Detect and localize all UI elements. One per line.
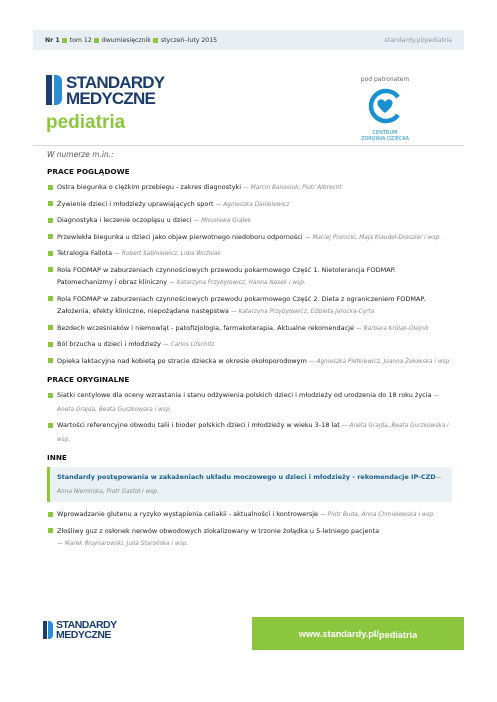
article-authors: — Agnieszka Pietkiewicz, Joanna Żołowska i wsp. xyxy=(308,358,452,365)
patronage-badge xyxy=(355,76,415,142)
article-title: Złośliwy guz z osłonek nerwów obwodowych zlokalizowany w trzonie żołądka u 5-letniego pacjenta xyxy=(57,526,380,535)
issue-date: styczeń–luty 2015 xyxy=(160,36,218,44)
section-title: PRACE ORYGINALNE xyxy=(47,375,130,384)
logo-mark-icon xyxy=(46,75,62,105)
list-item xyxy=(47,231,452,245)
article-title: Ostra biegunka o ciężkim przebiegu - zakres diagnostyki xyxy=(57,183,242,191)
article-authors: — Katarzyna Przybyłowicz, Elżbieta Jarocka-Cyrta xyxy=(230,309,375,315)
list-item xyxy=(47,264,452,290)
article-authors: — Katarzyna Przybyłowicz, Hanna Nosek i wsp. xyxy=(169,280,306,286)
featured-article-title: Standardy postępowania w zakażeniach układu moczowego u dzieci i młodzieży - rekomendacje IP-CZD xyxy=(57,473,436,481)
article-title: Bezdech wcześniaków i niemowląt - patofizjologia, farmakoterapia. Aktualne rekomendacje xyxy=(57,323,354,332)
article-authors: — Maciej Pronicki, Maja Klaudel-Dreszler i wsp. xyxy=(304,234,442,241)
list-item xyxy=(47,419,452,446)
intro-text: W numerze m.in.: xyxy=(47,150,114,159)
article-title: Tetralogia Fallota xyxy=(57,249,113,257)
square-bullet-icon xyxy=(48,218,53,223)
section-title: INNE xyxy=(47,453,67,462)
heart-c-icon xyxy=(367,88,403,124)
patronage-org-line-2: ZDROWIA DZIECKA xyxy=(360,136,410,142)
article-title: Opieka laktacyjna nad kobietą po stracie dziecka w okresie okołoporodowym xyxy=(57,356,307,365)
article-title: Siatki centylowe dla oceny wzrastania i stanu odżywienia polskich dzieci i młodzieży od urodzenia do 18 roku życia xyxy=(57,391,432,399)
featured-article-authors: — Anna Niemirska, Piotr Gastoł i wsp. xyxy=(57,475,442,495)
website-url: www.standardy.pl/ xyxy=(298,628,379,639)
patronage-label: pod patronatem xyxy=(360,76,410,83)
list-item xyxy=(47,389,452,416)
frequency: dwumiesięcznik xyxy=(101,36,151,44)
article-authors: — Carlos Lifschitz xyxy=(163,342,215,348)
article-authors: — Robert Sabiniewicz, Lidia Woźniak xyxy=(114,251,221,257)
list-item xyxy=(47,214,452,228)
list-item xyxy=(47,338,452,352)
square-bullet-icon xyxy=(94,38,99,43)
article-title: Rola FODMAP w zaburzeniach czynnościowych przewodu pokarmowego Część 1. Nietolerancja FODMAP. Patomechanizmy i obraz kliniczny xyxy=(57,265,396,286)
article-authors: — Aneta Grajda, Beata Gurzkowska i wsp. xyxy=(57,423,449,443)
square-bullet-icon xyxy=(48,251,53,256)
square-bullet-icon xyxy=(48,296,53,301)
square-bullet-icon xyxy=(48,528,53,533)
list-item xyxy=(47,322,452,336)
article-authors: — Marcin Banasiuk, Piotr Albrecht xyxy=(243,185,342,191)
square-bullet-icon xyxy=(48,201,53,206)
article-title: Przewlekła biegunka u dzieci jako objaw pierwotnego niedoboru odporności xyxy=(57,232,303,241)
logo-line-1: STANDARDY xyxy=(66,73,165,92)
volume: tom 12 xyxy=(69,36,92,44)
square-bullet-icon xyxy=(48,342,53,347)
article-title: Żywienie dzieci i młodzieży uprawiających sport xyxy=(57,199,214,208)
footer-logo-line-2: MEDYCZNE xyxy=(56,629,111,641)
footer-logo-line-1: STANDARDY xyxy=(56,619,117,631)
issue-number: Nr 1 xyxy=(45,36,60,44)
list-item xyxy=(47,247,452,261)
patronage-org-line-1: CENTRUM xyxy=(372,130,398,136)
article-title: Ból brzucha u dzieci i młodzieży xyxy=(57,340,161,348)
logo-line-2: MEDYCZNE xyxy=(66,89,155,108)
article-authors: — Agnieszka Danielewicz xyxy=(215,201,290,208)
list-item xyxy=(47,293,452,319)
header-url-link[interactable]: standardy.pl/pediatria xyxy=(384,36,452,44)
divider xyxy=(33,145,464,146)
featured-article xyxy=(47,467,452,502)
square-bullet-icon xyxy=(48,325,53,330)
section-title: PRACE POGLĄDOWE xyxy=(47,167,130,176)
issue-bar xyxy=(33,30,464,50)
article-title: Wartości referencyjne obwodu talii i bioder polskich dzieci i młodzieży w wieku 3-18 lat xyxy=(57,421,340,429)
article-title: Wprowadzanie glutenu a ryzyko wystąpienia celiakii - aktualności i kontrowersje xyxy=(57,510,319,518)
journal-title: pediatria xyxy=(46,112,126,133)
square-bullet-icon xyxy=(48,358,53,363)
square-bullet-icon xyxy=(48,185,53,190)
article-title: Rola FODMAP w zaburzeniach czynnościowych przewodu pokarmowego Część 2. Dieta z ograniczeniem FODMAP. Założenia, efekty kliniczne, niepożądane następstwa xyxy=(57,294,426,315)
list-item xyxy=(47,198,452,212)
list-item xyxy=(47,355,452,369)
square-bullet-icon xyxy=(48,267,53,272)
square-bullet-icon xyxy=(153,38,158,43)
list-item xyxy=(47,181,452,195)
standardy-medyczne-logo xyxy=(46,72,186,110)
square-bullet-icon xyxy=(48,393,53,398)
article-authors: — Aneta Grajda, Beata Gurzkowska i wsp. xyxy=(57,393,440,413)
table-of-contents xyxy=(47,150,452,554)
list-item xyxy=(47,508,452,522)
square-bullet-icon xyxy=(48,512,53,517)
article-authors: — Mirosława Grałek xyxy=(193,218,252,224)
website-link[interactable] xyxy=(252,617,464,650)
square-bullet-icon xyxy=(62,38,67,43)
square-bullet-icon xyxy=(48,423,53,428)
square-bullet-icon xyxy=(48,234,53,239)
footer-logo xyxy=(43,619,153,641)
article-title: Diagnostyka i leczenie oczopląsu u dzieci xyxy=(57,216,192,224)
article-authors: — Piotr Buda, Anna Chmielewska i wsp. xyxy=(320,512,436,518)
article-authors: — Marek Woynarowski, Julia Starońska i wsp. xyxy=(57,541,189,547)
logo-mark-icon xyxy=(43,621,53,639)
list-item xyxy=(47,525,452,551)
article-authors: — Barbara Królak-Olejnik xyxy=(356,325,429,332)
website-url-suffix: pediatria xyxy=(378,629,418,640)
